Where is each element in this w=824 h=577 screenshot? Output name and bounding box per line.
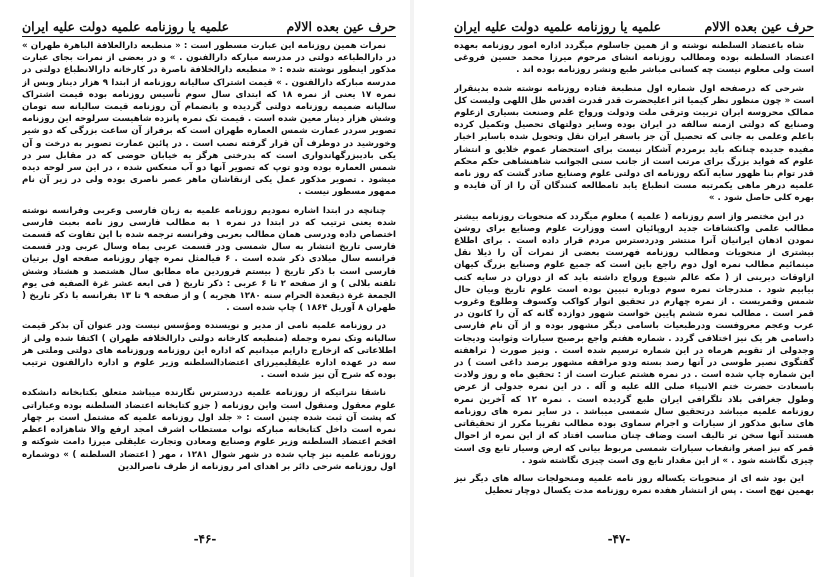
paragraph: نمرات همین روزنامه این عبارت مسطور است : « منطبعه دارالعلافة الباهرة طهران » در دارالطباعه دولتی در مدرسه مبارکه دارالفنون . » و در بعضی از نمرات بجای عبارت مذکور اینطور نوشته شده : « منطبعه دارالخلافة ناصرة در کارخانه دارالانطباع دولتی در مدرسه مبارکه دارالفنون . » قیمت اشتراک سالیانه روزنامه از ابتدا ۹ هزار دینار وبس از نمره ۱۷ یعنی از نمره ۱۸ که ابتدای سال سوم تأسیس روزنامه بوده قیمت اشتراک سالیانه ضمیمه روزنامه دولتی گردیده و بانضمام آن روزنامه قیمت سالیانه سه تومان وشش هزار دینار معین شده است . قیمت تک نمره پانزده شاهیست سرلوحه این روزنامه تصویر سردر عمارت شمس العماره طهران است که برفراز آن ساعت بزرگی که دو شیر وخورشید در دوطرف آن قرار گرفته نصب است . در پائین عمارت تصویر به درخت و آن یکی بادیبزرگهاندواری است که بدرختی هرگز به خیابان حوضی که در مقابل سر در شمس العماره بوده ودو توپ که تصویر آنها دو آب منعکس شده ، در این سر لوحه دیده میشود . تصویر مذکور عمل یکی ازنقاشان ماهر عصر ناصری بوده ولی در زیر آن نام ممهور مسطور نیست . (22, 41, 396, 198)
page-body (22, 40, 396, 522)
paragraph: ناشقا نتراتیکه از روزنامه علمیه دردسترس نگارنده میباشد متعلق بکتابخانه دانشکده علوم معقول ومنقول است واین روزنامه ( جزو کتابخانه اعتضاد السلطنه بوده وعباراتی که پشت آن ثبت شده چنین است : « جلد اول روزنامه علمیه که مشتمل است بر چهار نمره است داخل کتابخانه مبارکه نواب مستطاب اشرف امجد ارفع والا شاهزاده اعظم افخم اعتضاد السلطنه وزیر علوم وصنایع ومعادن وتجارت علیقلی میرزا دامت شوکته و روزنامه علمیه نیز چاپ شده در شهر شوال ۱۲۸۱ ، مهر ( اعتضاد السلطنه ) » دوشماره اول روزنامه شرحی دائر بر اهدای امر روزنامه از طرف ناصرالدین (22, 388, 396, 472)
paragraph: در این مختصر واز اسم روزنامه ( علمیه ) معلوم میگردد که منحویات روزنامه بیشتر مطالب علمی واکتشافات جدید اروپائیان است ووزارت علوم وصنایع برای روشن نمودن اذهان ایرانیان آنرا منتشر ودردسترس مردم قرار داده است . برای اطلاع بیشتری از منحویات ومطالب روزنامه فهرست بعضی از نمرات آن را ذیلا نقل مینمائیم مطالب نمره اول دوم راجع باین است که جمیع علوم وصنایع بزرگ کیهان ازاوقات دیرینی از ( مکه عالم شیوع ورواج داشته باید که از دوران در سایه کتب بیابیم شود . مندرجات نمره سوم دوباره تبیین بوده است علوم تاریخ وبیان حال شمس وقمریست . از نمره چهارم در تحقیق انوار کواکب وکسوف وطلوع وغروب قمر است . مطالب نمره ششم پایین خواست شهور دوازده گانه که آن را کانون در عرب وعجم معروفست ودرطبعیات باسامی دیگر مشهور بوده و از آن نام فارسی داسامی هر یک نیز اختلافی گردد . شماره هفتم واجع برصبح سیارات وثوابت ودیجات وجدولی از تقویم هرماه در این شماره ترسیم شده است . ونیز صورت ( تراهفته گفتگوی نصیر طوسی در آنها رصد بسته ودو مرافقه مشهور برصد داغی است ) در این شماره چاپ شده است . در نمره هشتم عبارت است از : تحقیق ماه و روز ولادت باسعادت حضرت ختم الانبیاء صلی الله علیه و آله . در این نمره جدولی از عرض وطول جغرافی بلاد تلگرافی ایران طبع گردیده است . نمره ۱۲ که آخرین نمره روزنامه علمیه میباشد درتحقیق سال شمسی میباشد . در سایر نمره های روزنامه های سابق مذکور از سیارات و اجرام سماوی بوده مطالب تقریبا مکرر از تحقیقاتی هستند آنها سخن تر تالیف است وضاف چنان مناسب افتاد که از این نمره از احوال قمر که نیز اصغر وانفعاب سیارات شمسی مربوط بیانی که ارض وسیار تابع وی است چیزی نگاشته شود . » از این مقدار تابع وی است چیزی نگاشته شود . (454, 211, 814, 466)
running-head-left: علمیه یا روزنامه علمیه دولت علیه ایران (22, 19, 230, 34)
page-number: -۴۶- (193, 532, 217, 546)
running-head-right: حرف عین بعده الالام (286, 19, 396, 34)
page-number: -۴۷- (607, 532, 631, 546)
page-47 (414, 0, 824, 577)
page-46 (0, 0, 410, 577)
paragraph: شرحی که درصفحه اول شماره اول منطبعة فتاده روزنامه نوشته شده بدینقرار است « چون منظور نظر کیمیا اثر اعلیحضرت قدر قدرت اقدس ظل اللهی ولیست کل ممالک محروسه ایران تربیت وترقی ملت ودولت ورواج علم وصنعت بسیاری ازعلوم وصنایع که دولتی ازمنه سالفه در ایران بوده وسایر دولتهای تحصیل وتکمیل کرده باعلم وعلمی به جانی که تحصیل آن جز باسفر ایران نقل وتحویل شده باسایر اخبار مفیده جدیده چنانکه باید برمردم آشکار نیست برای استحضار عموم خلایق و انتشار علوم که فواید بزرگ برای مرتب است از جانب سنی الجوانب شاهنشاهی حکم محکم قدر توام بنا ظهور سایه آنکه روزنامه ای دولتی علوم وصنایع صادر گشت که روز نامه علمیه درهر ماهی یکمرتبه مست انطباع یابد تامطالعه کنندگان آن را از آن فایده و بهره کلی حاصل شود . » (454, 83, 814, 204)
paragraph: شاه باعتضاد السلطنه نوشته و از همین جاسلوم میگردد اداره امور روزنامه بعهده اعتضاد السلطنه بوده ومطالب روزنامه انشای مرحوم میرزا محمد حسین فروغی است ولی معلوم نیست چه کسانی مباشر طبع ونشر روزنامه بوده اند . (454, 41, 814, 76)
running-head (454, 14, 814, 34)
paragraph: در روزنامه علمیه نامی از مدیر و نویسنده ومؤسس نیست ودر عنوان آن بذکر قیمت سالیانه وتک نمره وجمله (منطبعه کارخانه دولتی دارالخلافه طهران ) اکتفا شده ولی از اطلاعاتی که ازخارج دارایم میدانیم که اداره این روزنامه وروزنامه های دولتی وملتی هر سه در عهده اداره علیقلیمیرزای اعتضادالسلطنه وزیر علوم و اداره دارالفنون ترتیب بوده که شرح آن نیز شده است . (22, 321, 396, 381)
paragraph: چنانچه در ابتدا اشاره نمودیم روزنامه علمیه به زبان فارسی وعربی وفرانسه نوشته شده یعنی ترتیب که در ابتدا در نمره ۱ به مطالب فارسی روز نامه بعبت فارسی اختصاص داده ودرسی همان مطالب بعربی وفرانسه ترجمه شده با این تفاوت که قسمت فارسی تاریخ انتشار به سال شمسی ودر قسمت عربی بماه وسال عربی ودر قسمت فرانسه سال میلادی ذکر شده است . ۶ فیالمثل نمره چهار روزنامه صفحه اول برتیان فارسی است با ذکر تاریخ ( بیستم فروردین ماه مطابق سال هشتصد و هشتاد وشش تلفته بلالی ) و از صفحه ۲ تا ۶ عربی : ذکر تاریخ ( فی ابعه عشر غرة الصفیه فی یوم الجمعة غرة ذیقعدة الحرام سنه ۱۲۸۰ هجریه ) و از صفحه ۹ تا ۱۳ بفرانسه با ذکر تاریخ ( طهران ۸ آوریل ۱۸۶۴ ) چاپ شده است . (22, 205, 396, 314)
running-head-right: حرف عین بعده الالام (704, 19, 814, 34)
running-head-left: علمیه یا روزنامه علمیه دولت علیه ایران (454, 19, 662, 34)
running-head (22, 14, 396, 34)
header-rule (454, 36, 814, 37)
header-rule (22, 36, 396, 37)
paragraph: این بود شه ای از منحویات یکساله روز نامه علمیه ومنحولجات ساله های دیگر نیز بهمین نهج است . پس از انتشار هفده نمره روزنامه مدت یکسال دوچار تعطیل (454, 473, 814, 497)
page-body (454, 40, 814, 522)
